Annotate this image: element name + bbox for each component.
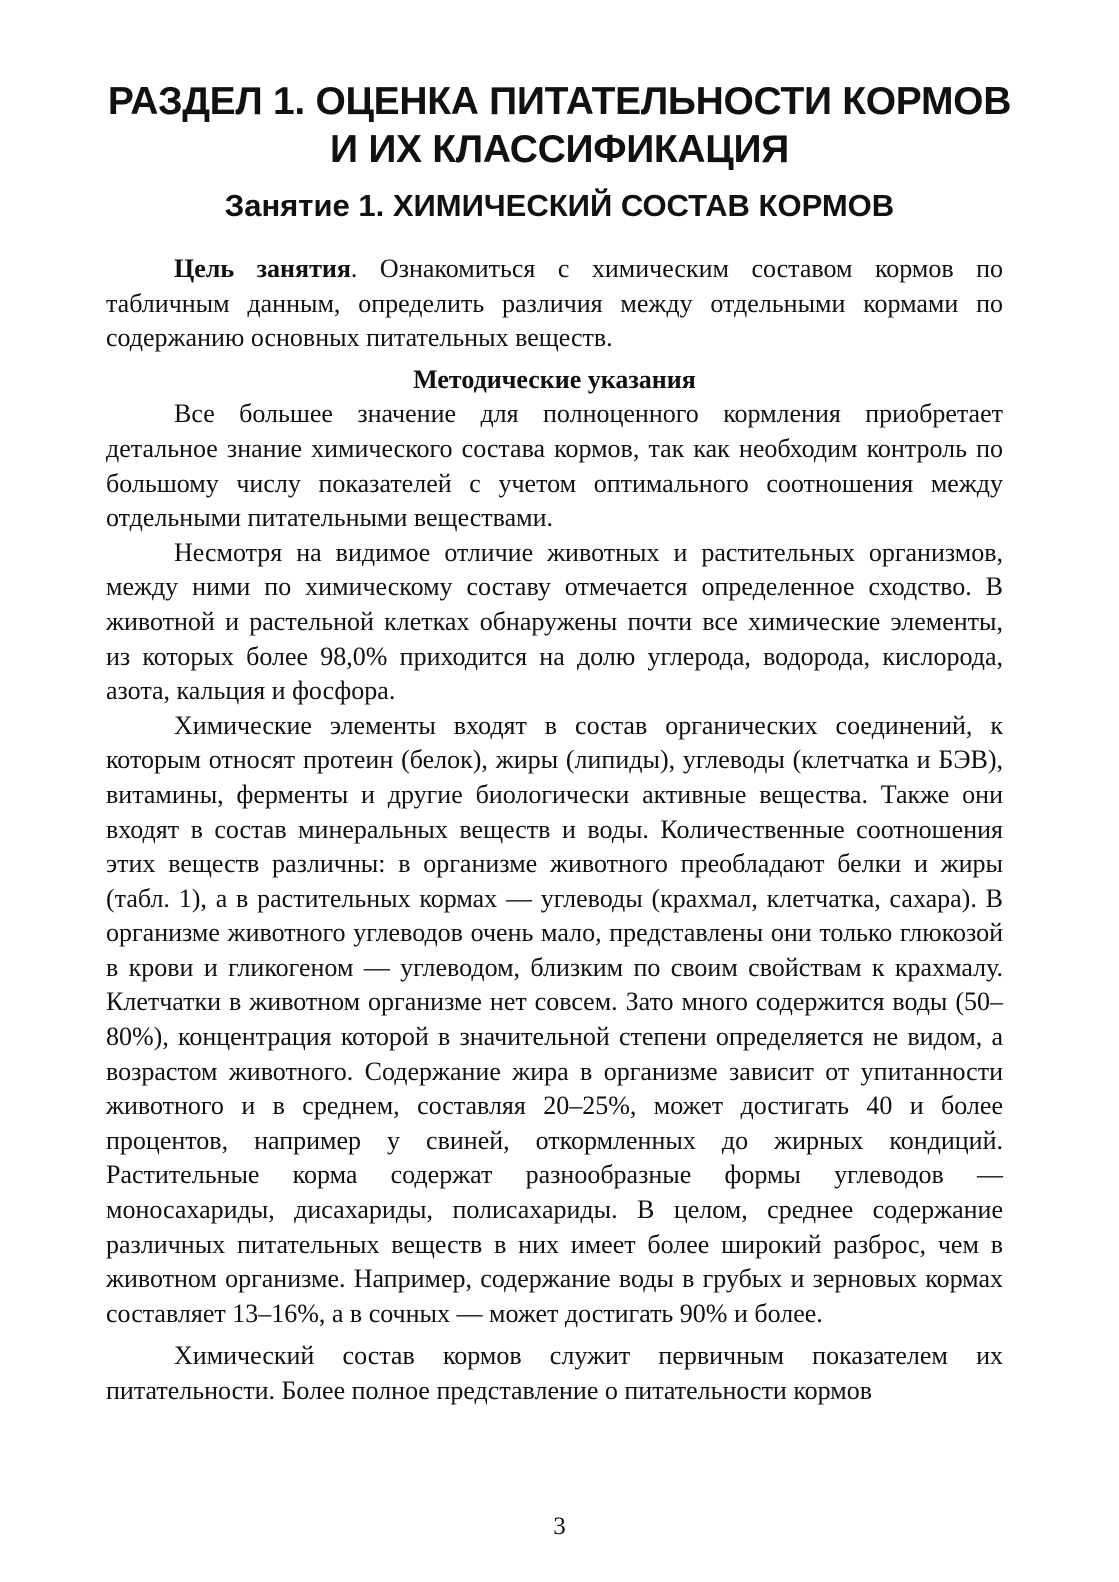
- paragraph: Химические элементы входят в состав органических соединений, к которым относят протеин (белок), жиры (липиды), углеводы (клетчатка и БЭВ), витамины, ферменты и другие биологически активные вещества. Также они входят в состав минеральных веществ и воды. Количественные соотношения этих веществ различны: в организме животного преобладают белки и жиры (табл. 1), а в растительных кормах — углеводы (крахмал, клетчатка, сахара). В организме животного углеводов очень мало, представлены они только глюкозой в крови и гликогеном — углеводом, близким по своим свойствам к крахмалу. Клетчатки в животном организме нет совсем. Зато много содержится воды (50–80%), концентрация которой в значительной степени определяется не видом, а возрастом животного. Содержание жира в организме зависит от упитанности животного и в среднем, составляя 20–25%, может достигать 40 и более процентов, например у свиней, откормленных до жирных кондиций. Растительные корма содержат разнообразные формы углеводов — моносахариды, дисахариды, полисахариды. В целом, среднее содержание различных питательных веществ в них имеет более широкий разброс, чем в животном организме. Например, содержание воды в грубых и зерновых кормах составляет 13–16%, а в сочных — может достигать 90% и более.: [106, 710, 1003, 1328]
- body-text: [106, 252, 1003, 1409]
- section-title-line-2: И ИХ КЛАССИФИКАЦИЯ: [330, 128, 789, 171]
- paragraph: Несмотря на видимое отличие животных и растительных организмов, между ними по химическому составу отмечается определенное сходство. В животной и растельной клетках обнаружены почти все химические элементы, из которых более 98,0% приходится на долю углерода, водорода, кислорода, азота, кальция и фосфора.: [106, 537, 1003, 706]
- page-number: 3: [553, 1513, 566, 1540]
- section-title: [60, 78, 1059, 174]
- guidelines-heading: Методические указания: [413, 364, 696, 394]
- goal-text: . Ознакомиться с химическим составом кормов по табличным данным, определить различия между отдельными кормами по содержанию основных питательных веществ.: [106, 254, 1004, 353]
- lesson-title: Занятие 1. ХИМИЧЕСКИЙ СОСТАВ КОРМОВ: [224, 188, 895, 223]
- paragraph: Химический состав кормов служит первичным показателем их питательности. Более полное представление о питательности кормов: [106, 1341, 1003, 1405]
- paragraph: Все большее значение для полноценного кормления приобретает детальное знание химического состава кормов, так как необходим контроль по большому числу показателей с учетом оптимального соотношения между отдельными питательными веществами.: [106, 399, 1003, 533]
- goal-paragraph: [106, 252, 1003, 356]
- goal-lead: Цель занятия: [174, 254, 351, 283]
- section-title-line-1: РАЗДЕЛ 1. ОЦЕНКА ПИТАТЕЛЬНОСТИ КОРМОВ: [107, 80, 1012, 123]
